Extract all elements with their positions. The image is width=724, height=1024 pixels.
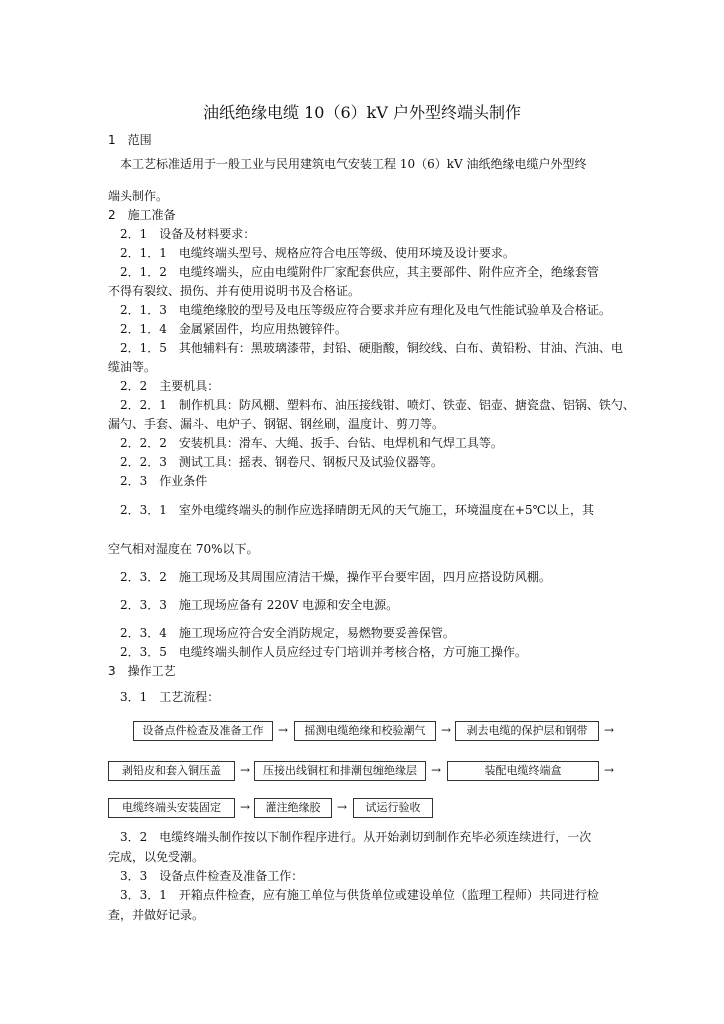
clause-2-1-4: 2．1．4 金属紧固件，均应用热镀锌件。 xyxy=(120,322,347,336)
clause-2-3: 2．3 作业条件 xyxy=(120,474,208,488)
clause-2-3-1-line1: 2．3．1 室外电缆终端头的制作应选择晴朗无风的天气施工，环境温度在+5℃以上，其 xyxy=(120,503,595,517)
clause-3-3: 3．3 设备点件检查及准备工作： xyxy=(120,869,304,883)
clause-2-2-1-line1: 2．2．1 制作机具：防风棚、塑料布、油压接线钳、喷灯、铁壶、铝壶、搪瓷盘、铝锅、铁勺、 xyxy=(120,398,635,412)
clause-2-1-2-line1: 2．1．2 电缆终端头，应由电缆附件厂家配套供应，其主要部件、附件应齐全，绝缘套管 xyxy=(120,265,599,279)
flow-step-remove-armor: 剥去电缆的保护层和钢带 xyxy=(455,721,599,741)
section-1-heading: 1 范围 xyxy=(108,133,152,147)
clause-2-3-3: 2．3．3 施工现场应备有 220V 电源和安全电源。 xyxy=(120,598,399,612)
clause-3-2-line2: 完成，以免受潮。 xyxy=(108,850,205,864)
section-2-heading: 2 施工准备 xyxy=(108,208,176,222)
clause-3-2-line1: 3．2 电缆终端头制作按以下制作程序进行。从开始剥切到制作充毕必须连续进行，一次 xyxy=(120,830,592,844)
flow-arrow-1: → xyxy=(278,723,289,737)
flow-arrow-8: → xyxy=(337,800,348,814)
flow-step-trial-run: 试运行验收 xyxy=(353,798,433,818)
flow-step-insulation-test: 摇测电缆绝缘和校验潮气 xyxy=(294,721,436,741)
flow-step-strip-lead: 剥铅皮和套入铜压盖 xyxy=(108,761,235,781)
clause-2-2-2: 2．2．2 安装机具：滑车、大绳、扳手、台钻、电焊机和气焊工具等。 xyxy=(120,436,503,450)
clause-2-1-5-line2: 缆油等。 xyxy=(108,360,157,374)
flow-arrow-5: → xyxy=(431,763,442,777)
clause-2-3-4: 2．3．4 施工现场应符合安全消防规定，易燃物要妥善保管。 xyxy=(120,626,455,640)
clause-3-3-1-line1: 3．3．1 开箱点件检查，应有施工单位与供货单位或建设单位（监理工程师）共同进行检 xyxy=(120,888,599,902)
clause-2-2-3: 2．2．3 测试工具：摇表、钢卷尺、钢板尺及试验仪器等。 xyxy=(120,455,443,469)
clause-2-3-1-line2: 空气相对湿度在 70%以下。 xyxy=(108,542,259,556)
flow-arrow-6: → xyxy=(604,763,615,777)
flow-arrow-2: → xyxy=(441,723,452,737)
clause-2-1-1: 2．1．1 电缆终端头型号、规格应符合电压等级、使用环境及设计要求。 xyxy=(120,246,515,260)
flow-step-equipment-check: 设备点件检查及准备工作 xyxy=(133,721,273,741)
clause-2-1-3: 2．1．3 电缆绝缘胶的型号及电压等级应符合要求并应有理化及电气性能试验单及合格证。 xyxy=(120,303,611,317)
flow-step-pour-compound: 灌注绝缘胶 xyxy=(254,798,332,818)
flow-arrow-7: → xyxy=(240,800,251,814)
section-3-heading: 3 操作工艺 xyxy=(108,664,176,678)
clause-2-3-5: 2．3．5 电缆终端头制作人员应经过专门培训并考核合格，方可施工操作。 xyxy=(120,645,527,659)
flow-step-install-fix: 电缆终端头安装固定 xyxy=(108,798,235,818)
clause-2-2: 2．2 主要机具： xyxy=(120,379,220,393)
flow-arrow-3: → xyxy=(604,723,615,737)
document-title: 油纸绝缘电缆 10（6）kV 户外型终端头制作 xyxy=(203,103,521,122)
section-1-text-line2: 端头制作。 xyxy=(108,189,169,203)
clause-3-3-1-line2: 查，并做好记录。 xyxy=(108,908,205,922)
flow-step-assemble-box: 装配电缆终端盒 xyxy=(447,761,599,781)
clause-2-1-2-line2: 不得有裂纹、损伤、并有使用说明书及合格证。 xyxy=(108,284,361,298)
flow-step-crimp-wrap: 压接出线铜杠和排潮包缠绝缘层 xyxy=(254,761,426,781)
flow-arrow-4: → xyxy=(240,763,251,777)
clause-2-1: 2．1 设备及材料要求： xyxy=(120,227,256,241)
section-1-text-line1: 本工艺标准适用于一般工业与民用建筑电气安装工程 10（6）kV 油纸绝缘电缆户外型终 xyxy=(120,157,587,171)
clause-2-3-2: 2．3．2 施工现场及其周围应清洁干燥，操作平台要牢固，四月应搭设防风棚。 xyxy=(120,570,551,584)
clause-2-2-1-line2: 漏勺、手套、漏斗、电炉子、钢锯、钢丝刷，温度计、剪刀等。 xyxy=(108,417,445,431)
clause-2-1-5-line1: 2．1．5 其他辅料有：黑玻璃漆带，封铅、硬脂酸，铜绞线、白布、黄铅粉、甘油、汽油、电 xyxy=(120,341,623,355)
clause-3-1: 3．1 工艺流程： xyxy=(120,690,220,704)
